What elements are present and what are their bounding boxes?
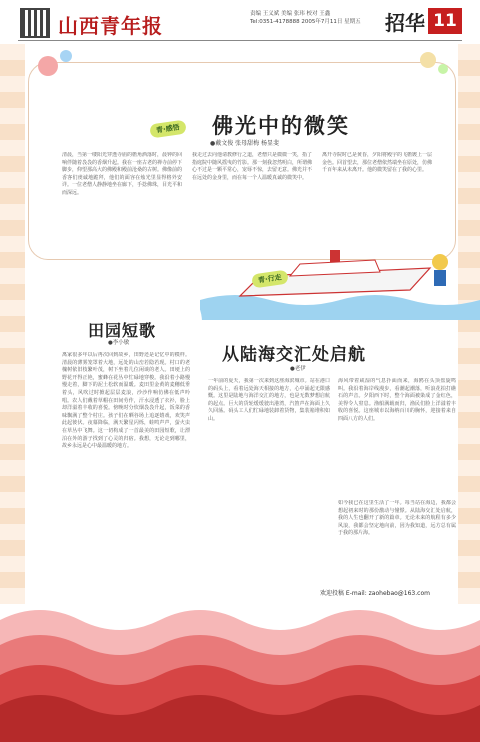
article2-title: 田园短歌 xyxy=(88,321,157,340)
decorative-stripe-right xyxy=(458,44,480,604)
newspaper-logo: 山西青年报 xyxy=(58,14,163,38)
article3-column-1: 一年前的夏天，我第一次来到这座海滨城市。站在港口的码头上，看着远处海天相接的地方，心中涌起无限感慨。这里是陆地与海洋交汇的地方，也是无数梦想启航的起点。巨大的货轮缓缓驶出港湾，汽笛声在海面上久久回荡。码头工人们忙碌地装卸着货物，集装箱堆积如山。 xyxy=(208,378,330,422)
page-number: 11 xyxy=(428,8,462,34)
article3-tag: 青·行走 xyxy=(251,270,288,289)
ship-funnel xyxy=(330,250,340,262)
ship-illustration xyxy=(200,250,480,320)
header-meta xyxy=(250,10,390,26)
header-divider xyxy=(18,40,462,41)
section-title: 招华 xyxy=(385,11,425,35)
decor-bubble xyxy=(60,50,72,62)
article3-column-2: 海风带着咸湿的气息扑面而来，海鸥在头顶盘旋鸣叫。我沿着海岸线漫步，看潮起潮落，听浪花拍打礁石的声音。夕阳西下时，整个海面被染成了金红色，美得令人窒息。渔船满载而归，渔民们脸上洋溢着丰收的喜悦。这座城市以海纳百川的胸怀，迎接着来自四面八方的人们。 xyxy=(338,378,456,422)
article3-byline: ●老伊 xyxy=(290,366,306,372)
article1-column-1: 清晨，当第一缕阳光穿透寺庙的檐角洒落时，晨钟的回响伴随着袅袅的香烟升起。我在一座古老的禅寺前停下脚步，仰望那高大的佛殿和殿前沧桑的古树。佛像前的香客们虔诚地跪拜，他们的面容在烛光里显得格外安详。一位老僧人静静地坐在廊下，手捻佛珠，目光平和而深远。 xyxy=(62,152,182,196)
article1-tag: 青·感悟 xyxy=(149,120,186,139)
article2-body: 离家很多年以后再次回到故乡，田野还是记忆中的模样。清晨的薄雾笼罩着大地，远处的山峦若隐若现。村口的老槐树依旧枝繁叶茂，树下坐着几位闲谈的老人。田埂上的野花开得正艳，蜜蜂在花丛中忙碌地穿梭。我沿着小路慢慢走着，脚下的泥土松软而温暖。麦田里金黄的麦穗低垂着头，风吹过时掀起层层麦浪，沙沙作响仿佛在低声吟唱。农人们戴着草帽在田间劳作，汗水浸透了衣衫，脸上却洋溢着丰收的喜悦。傍晚时分炊烟袅袅升起，饭菜的香味飘满了整个村庄。孩子们在晒谷场上追逐嬉戏，欢笑声此起彼伏。夜幕降临，满天繁星闪烁，蛙鸣声声，萤火虫在草丛中飞舞。这一切构成了一首最美的田园短歌，让漂泊在外的游子找到了心灵的归宿。我想，无论走到哪里，故乡永远是心中最温暖的地方。 xyxy=(62,352,190,450)
submission-email: 欢迎投稿 E-mail: zaohebao@163.com xyxy=(320,590,430,597)
decor-bubble xyxy=(38,56,58,76)
decorative-stripe-left xyxy=(0,44,25,604)
article1-title: 佛光中的微笑 xyxy=(212,114,350,138)
sea-wave xyxy=(200,295,480,320)
article1-byline: ●戴文俊 张母甜梅 杨显斐 xyxy=(210,140,280,147)
decor-bubble xyxy=(438,64,448,74)
wave-decoration xyxy=(0,600,480,742)
sailor-figure xyxy=(432,254,448,270)
article3-column-3: 如今我已在这里生活了一年。每当站在海边，我都会想起初来时的那份激动与憧憬。从陆海交汇处启航，我的人生也翻开了新的篇章。无论未来的航程有多少风浪，我都会坚定地向前，因为我知道，远方总有属于我的那片海。 xyxy=(338,500,456,537)
article1-column-2: 我走过去向他请教修行之道，老僧只是微微一笑，指了指庭院中随风摇曳的竹影。那一刻我忽然明白，所谓佛心不过是一颗平常心，宠辱不惊，去留无意。佛光并不在远处的金身里，而在每一个人温暖真诚的微笑中。 xyxy=(192,152,312,181)
meta-line-editors: 责编 王义斌 美编 张玮 校对 王鑫 xyxy=(250,11,331,17)
article1-column-3: 离开寺院时已是黄昏，夕阳将殿宇的飞檐镀上一层金色。回首望去，那位老僧依然端坐在原处，仿佛千百年来从未离开。他的微笑留在了我的心里。 xyxy=(322,152,432,174)
qr-code xyxy=(20,8,50,38)
article2-byline: ●李小敏 xyxy=(108,340,130,346)
decor-bubble xyxy=(420,52,436,68)
meta-line-date: Tel:0351-4178888 2005年7月11日 星期五 xyxy=(250,19,361,25)
sailor-body xyxy=(434,270,446,286)
article3-title: 从陆海交汇处启航 xyxy=(222,345,366,365)
